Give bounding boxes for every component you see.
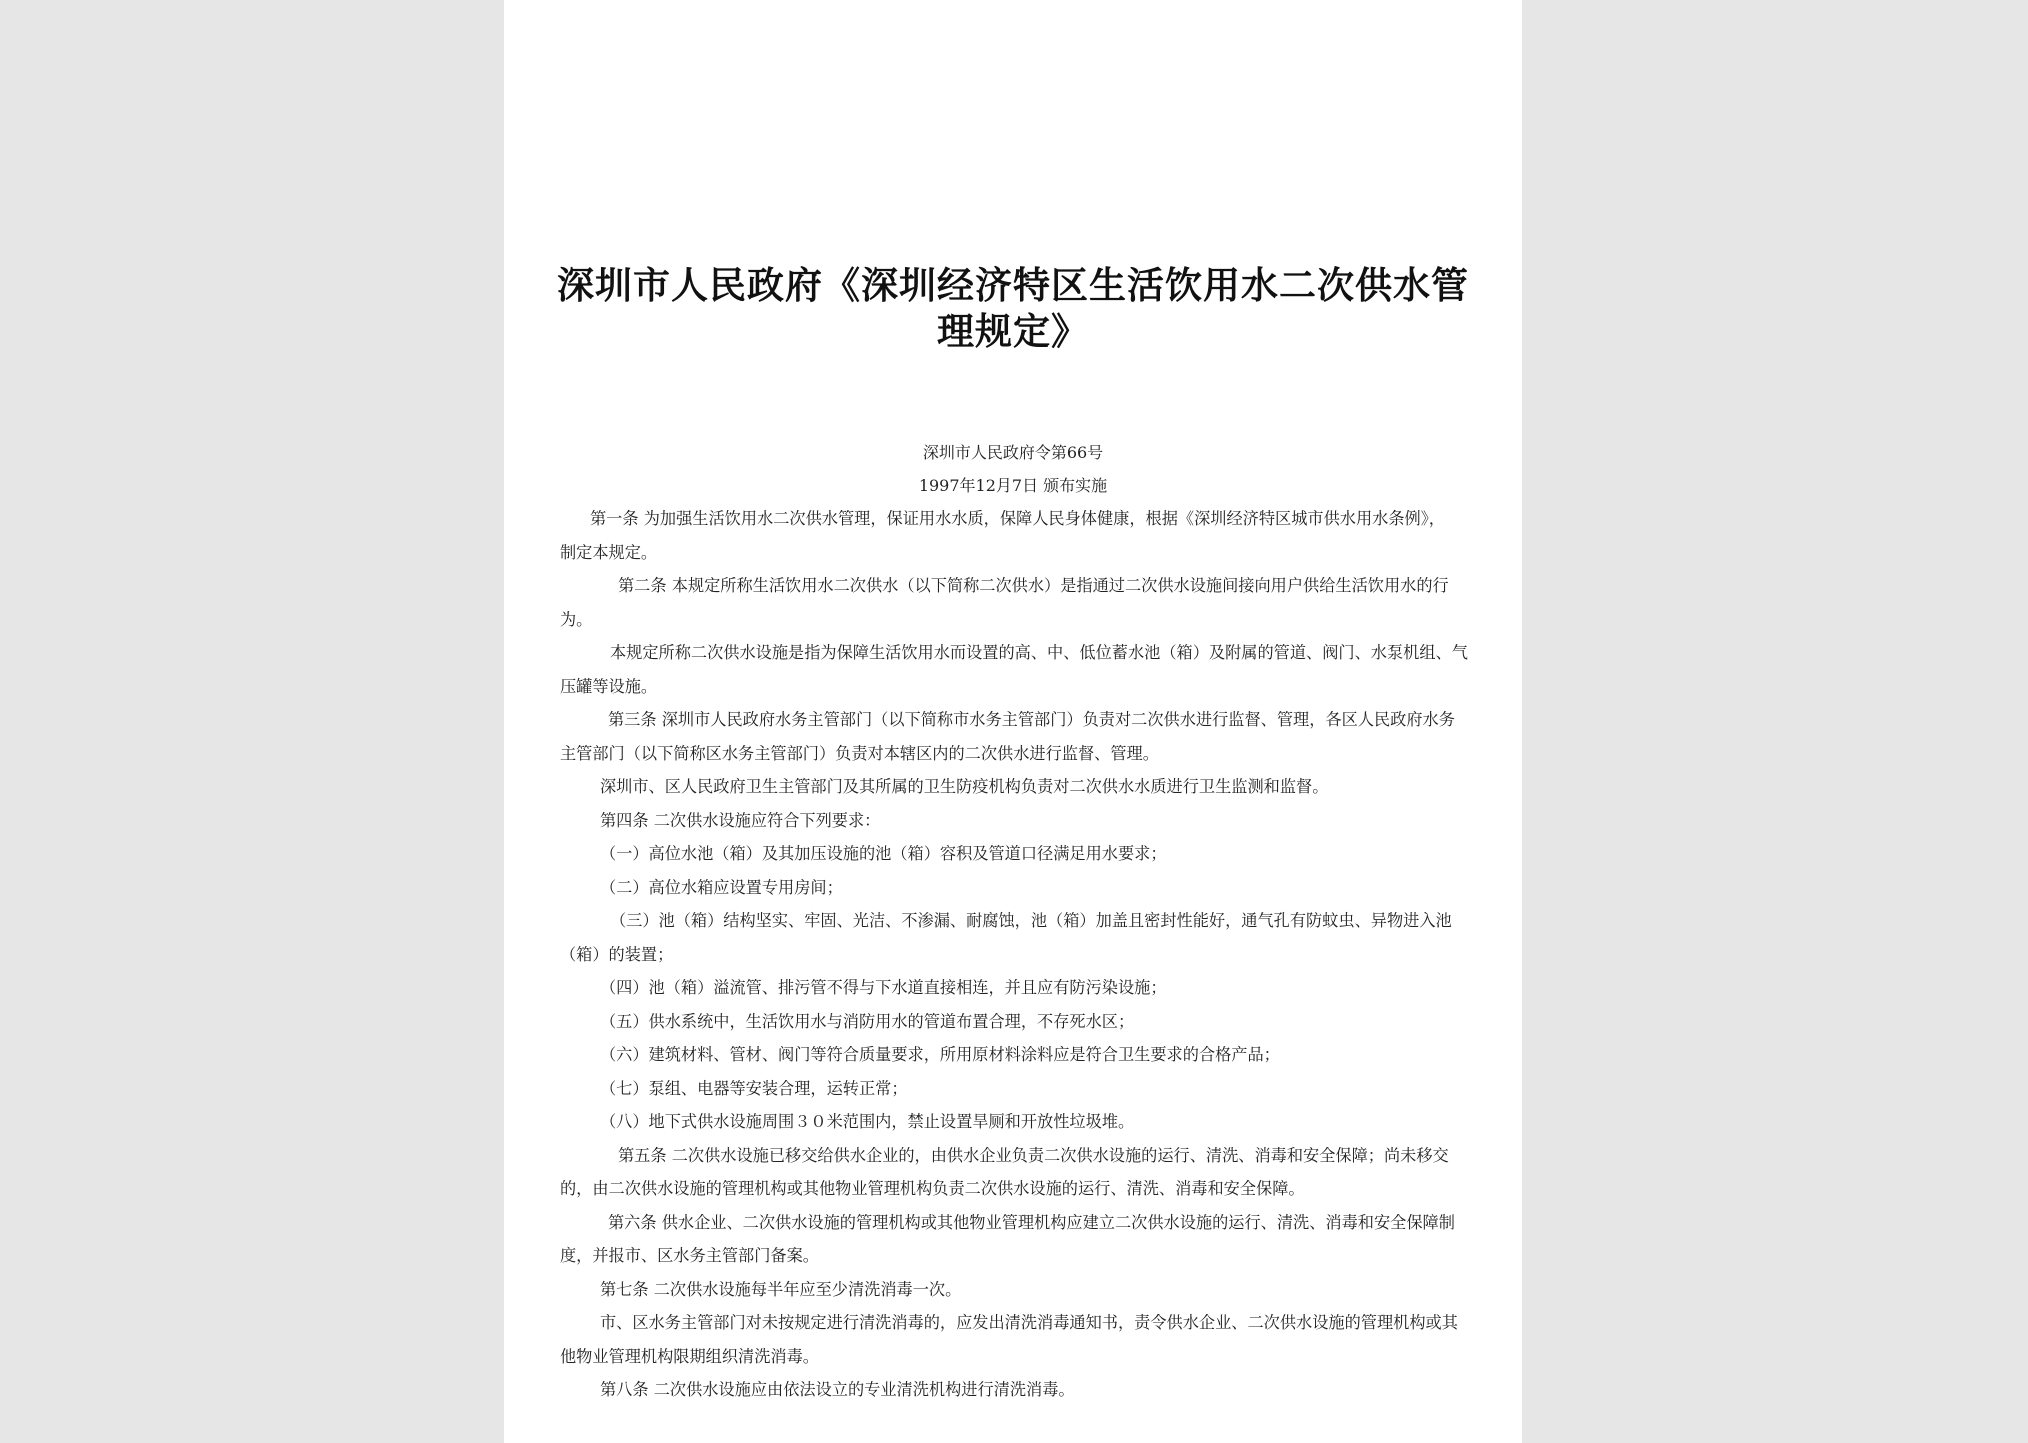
document-title-line-1: 深圳市人民政府《深圳经济特区生活饮用水二次供水管 [557, 263, 1469, 307]
article-5-line-1: 第五条 二次供水设施已移交给供水企业的，由供水企业负责二次供水设施的运行、清洗、消毒和安全保障；尚未移交 [618, 1145, 1449, 1165]
article-2-para-2-line-2: 压罐等设施。 [560, 676, 658, 696]
article-4-item-1: （一）高位水池（箱）及其加压设施的池（箱）容积及管道口径满足用水要求； [600, 844, 1167, 863]
article-8-line-1: 第八条 二次供水设施应由依法设立的专业清洗机构进行清洗消毒。 [600, 1380, 1075, 1399]
article-5-line-2: 的，由二次供水设施的管理机构或其他物业管理机构负责二次供水设施的运行、清洗、消毒和安全保障。 [560, 1179, 1305, 1198]
article-2-para-2-line-1: 本规定所称二次供水设施是指为保障生活饮用水而设置的高、中、低位蓄水池（箱）及附属的管道、阀门、水泵机组、气 [610, 643, 1468, 662]
article-6-line-1: 第六条 供水企业、二次供水设施的管理机构或其他物业管理机构应建立二次供水设施的运行、清洗、消毒和安全保障制 [608, 1212, 1455, 1232]
article-4-item-8: （八）地下式供水设施周围３０米范围内，禁止设置旱厕和开放性垃圾堆。 [600, 1112, 1135, 1131]
article-4-heading: 第四条 二次供水设施应符合下列要求： [600, 810, 881, 830]
order-number: 深圳市人民政府令第66号 [922, 443, 1104, 462]
article-2-line-1: 第二条 本规定所称生活饮用水二次供水（以下简称二次供水）是指通过二次供水设施间接向用户供给生活饮用水的行 [618, 576, 1449, 595]
issue-date: 1997年12月7日 颁布实施 [918, 476, 1108, 495]
article-4-item-3-line-1: （三）池（箱）结构坚实、牢固、光洁、不渗漏、耐腐蚀，池（箱）加盖且密封性能好，通气孔有防蚊虫、异物进入池 [610, 911, 1452, 930]
article-7-para-2-line-2: 他物业管理机构限期组织清洗消毒。 [560, 1346, 819, 1366]
document-body [560, 509, 1472, 1414]
article-1-line-1: 第一条 为加强生活饮用水二次供水管理，保证用水水质，保障人民身体健康，根据《深圳经济特区城市供水用水条例》， [590, 509, 1445, 528]
article-4-item-2: （二）高位水箱应设置专用房间； [600, 877, 843, 897]
article-7-para-2-line-1: 市、区水务主管部门对未按规定进行清洗消毒的，应发出清洗消毒通知书，责令供水企业、二次供水设施的管理机构或其 [600, 1313, 1458, 1332]
article-4-item-7: （七）泵组、电器等安装合理，运转正常； [600, 1078, 908, 1098]
article-3-line-2: 主管部门（以下简称区水务主管部门）负责对本辖区内的二次供水进行监督、管理。 [560, 743, 1159, 763]
article-4-item-4: （四）池（箱）溢流管、排污管不得与下水道直接相连，并且应有防污染设施； [600, 978, 1167, 997]
article-6-line-2: 度，并报市、区水务主管部门备案。 [560, 1246, 819, 1265]
article-2-line-2: 为。 [560, 609, 593, 629]
article-3-para-2: 深圳市、区人民政府卫生主管部门及其所属的卫生防疫机构负责对二次供水水质进行卫生监测和监督。 [600, 777, 1329, 796]
article-4-item-5: （五）供水系统中，生活饮用水与消防用水的管道布置合理，不存死水区； [600, 1011, 1135, 1031]
document-title-line-2: 理规定》 [937, 309, 1089, 353]
article-4-item-3-line-2: （箱）的装置； [560, 944, 674, 964]
article-1-line-2: 制定本规定。 [560, 542, 658, 562]
document-page [504, 0, 1522, 1443]
article-7-line-1: 第七条 二次供水设施每半年应至少清洗消毒一次。 [600, 1279, 962, 1299]
article-4-item-6: （六）建筑材料、管材、阀门等符合质量要求，所用原材料涂料应是符合卫生要求的合格产品； [600, 1045, 1280, 1064]
article-3-line-1: 第三条 深圳市人民政府水务主管部门（以下简称市水务主管部门）负责对二次供水进行监督、管理，各区人民政府水务 [608, 710, 1455, 729]
